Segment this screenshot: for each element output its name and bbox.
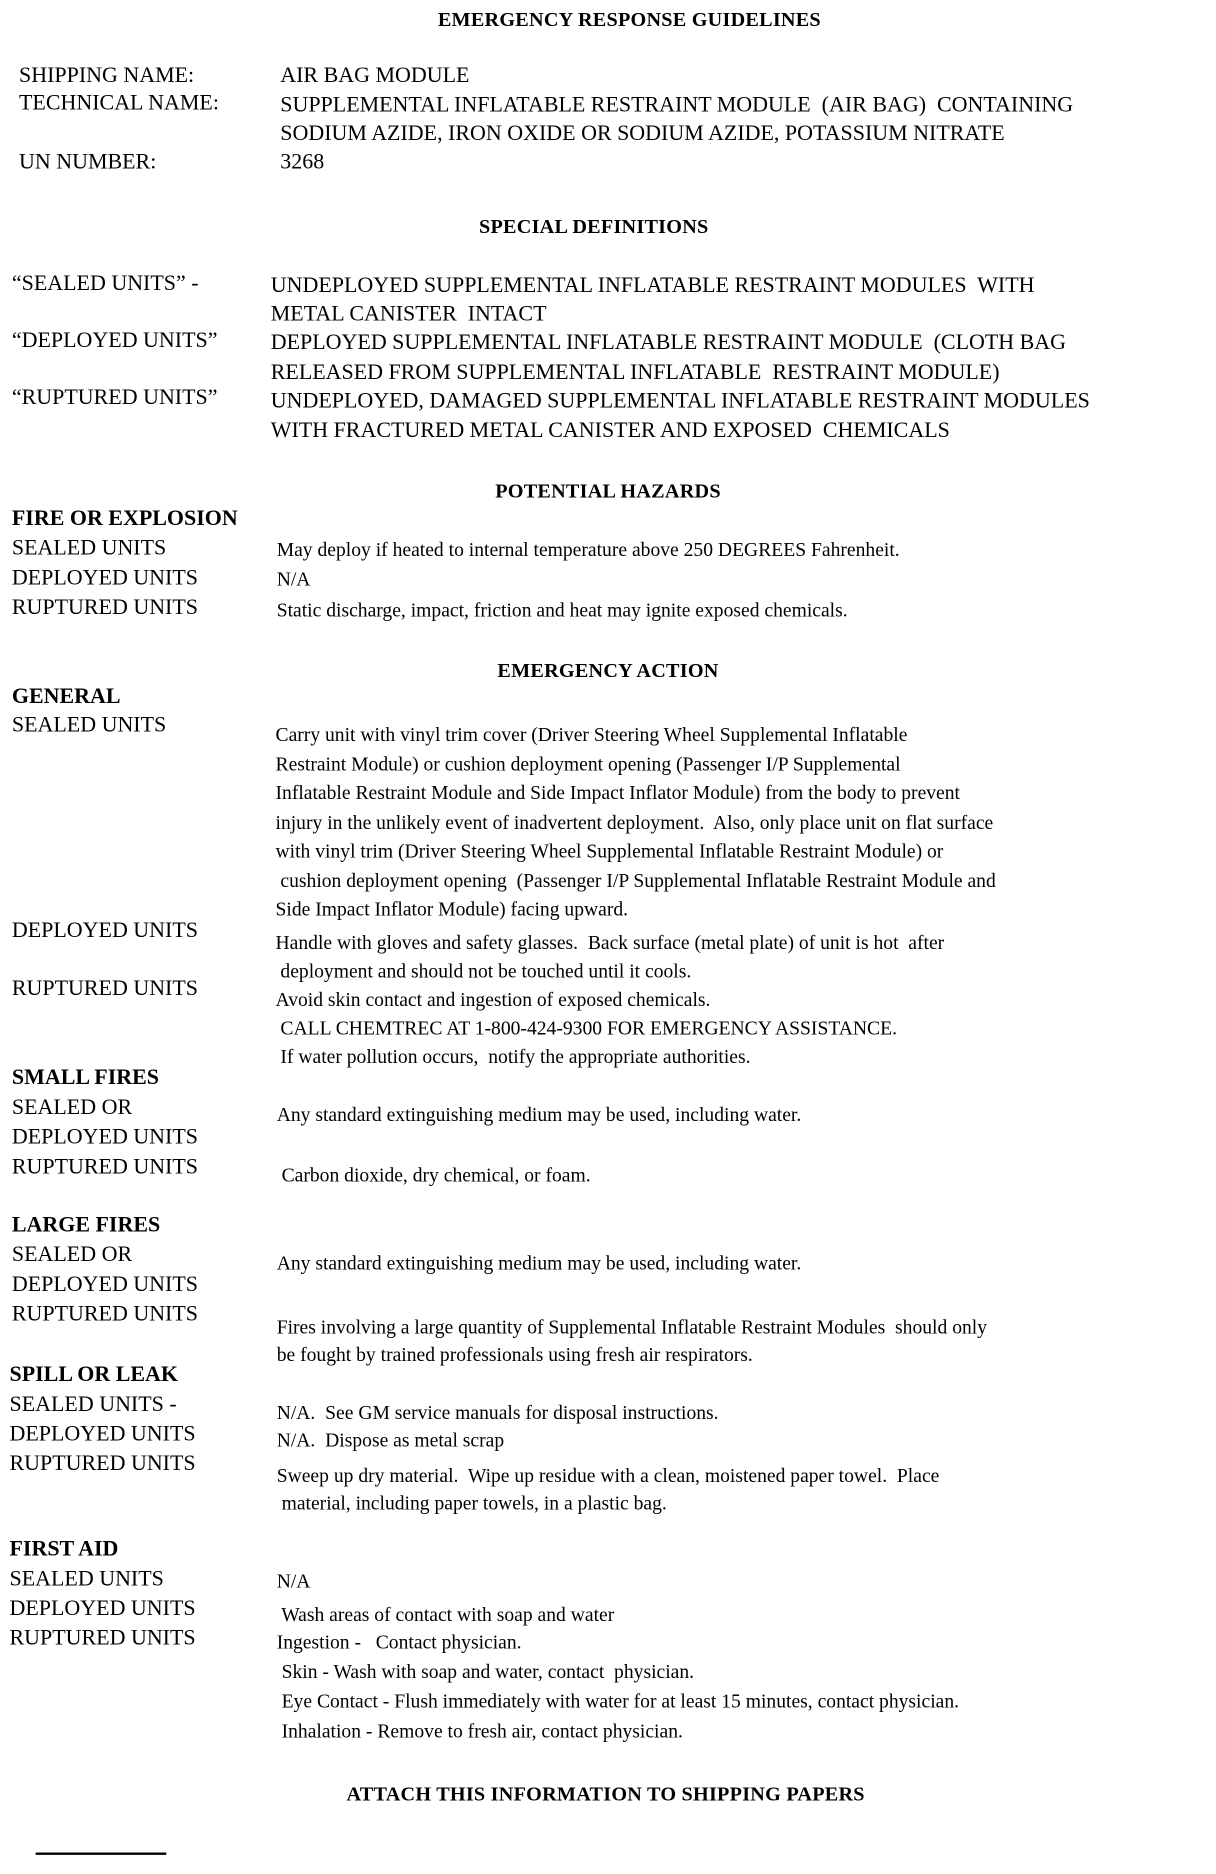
action-label: RUPTURED UNITS xyxy=(11,977,199,1002)
action-text: Wash areas of contact with soap and water xyxy=(276,1603,615,1626)
action-text: N/A. See GM service manuals for disposal instructions. xyxy=(276,1401,719,1424)
action-text-line: Restraint Module) or cushion deployment opening (Passenger I/P Supplemental xyxy=(275,752,901,775)
action-text-line: Fires involving a large quantity of Supplemental Inflatable Restraint Modules should only xyxy=(276,1315,988,1339)
action-text: Carbon dioxide, dry chemical, or foam. xyxy=(276,1163,591,1187)
action-label: DEPLOYED UNITS xyxy=(9,1597,196,1621)
action-text-line: Handle with gloves and safety glasses. Back surface (metal plate) of unit is hot after xyxy=(275,931,945,954)
definition-text: WITH FRACTURED METAL CANISTER AND EXPOSED CHEMICALS xyxy=(270,419,950,443)
general-heading: GENERAL xyxy=(11,685,121,709)
hazard-text: May deploy if heated to internal temperature above 250 DEGREES Fahrenheit. xyxy=(276,537,900,561)
action-label: DEPLOYED UNITS xyxy=(11,1273,198,1297)
action-label: SEALED OR xyxy=(11,1243,133,1268)
action-label: RUPTURED UNITS xyxy=(11,1302,199,1327)
action-label: SEALED UNITS xyxy=(11,713,167,738)
action-text-line: material, including paper towels, in a plastic bag. xyxy=(276,1491,667,1515)
action-label: DEPLOYED UNITS xyxy=(9,1422,196,1447)
action-text-line: Eye Contact - Flush immediately with water for at least 15 minutes, contact physician. xyxy=(276,1689,960,1713)
technical-name-line: SODIUM AZIDE, IRON OXIDE OR SODIUM AZIDE, POTASSIUM NITRATE xyxy=(280,122,1005,147)
footer-rule xyxy=(36,1853,167,1855)
action-text: N/A. Dispose as metal scrap xyxy=(276,1428,505,1452)
definition-text: UNDEPLOYED, DAMAGED SUPPLEMENTAL INFLATABLE RESTRAINT MODULES xyxy=(270,389,1090,414)
action-text-line: Inhalation - Remove to fresh air, contact physician. xyxy=(276,1719,683,1743)
hazard-text: N/A xyxy=(276,567,311,591)
action-text: N/A xyxy=(276,1569,311,1593)
emergency-action-heading: EMERGENCY ACTION xyxy=(497,659,719,682)
un-number-label: UN NUMBER: xyxy=(19,150,157,175)
action-label: RUPTURED UNITS xyxy=(9,1452,196,1477)
action-text-line: Side Impact Inflator Module) facing upward. xyxy=(275,897,629,921)
large-fires-heading: LARGE FIRES xyxy=(11,1213,161,1238)
hazard-label: DEPLOYED UNITS xyxy=(11,566,198,591)
shipping-name-value: AIR BAG MODULE xyxy=(280,64,470,88)
action-text: Any standard extinguishing medium may be used, including water. xyxy=(276,1251,802,1275)
definition-text: UNDEPLOYED SUPPLEMENTAL INFLATABLE RESTRAINT MODULES WITH xyxy=(270,274,1035,299)
hazard-label: RUPTURED UNITS xyxy=(11,596,199,620)
action-text-line: Ingestion - Contact physician. xyxy=(276,1630,522,1653)
action-text-line: Inflatable Restraint Module and Side Impact Inflator Module) from the body to prevent xyxy=(275,781,961,804)
footer-instruction: ATTACH THIS INFORMATION TO SHIPPING PAPERS xyxy=(346,1782,865,1805)
definition-text: METAL CANISTER INTACT xyxy=(270,302,547,327)
definition-term: “SEALED UNITS” - xyxy=(11,271,199,296)
action-label: SEALED UNITS xyxy=(9,1567,164,1592)
spill-or-leak-heading: SPILL OR LEAK xyxy=(9,1363,178,1387)
technical-name-label: TECHNICAL NAME: xyxy=(19,91,219,116)
action-text-line: Avoid skin contact and ingestion of exposed chemicals. xyxy=(275,988,711,1011)
action-text: Any standard extinguishing medium may be used, including water. xyxy=(276,1103,802,1126)
definition-term: “DEPLOYED UNITS” xyxy=(11,328,218,353)
definition-text: RELEASED FROM SUPPLEMENTAL INFLATABLE RESTRAINT MODULE) xyxy=(270,361,1000,385)
action-text-line: injury in the unlikely event of inadvertent deployment. Also, only place unit on flat surface xyxy=(275,810,994,834)
action-text-line: Skin - Wash with soap and water, contact physician. xyxy=(276,1660,695,1683)
action-label: DEPLOYED UNITS xyxy=(11,919,198,943)
action-label: SEALED UNITS - xyxy=(9,1392,177,1417)
small-fires-heading: SMALL FIRES xyxy=(11,1066,159,1091)
hazard-label: SEALED UNITS xyxy=(11,536,167,561)
hazard-text: Static discharge, impact, friction and heat may ignite exposed chemicals. xyxy=(276,598,848,622)
action-text-line: cushion deployment opening (Passenger I/P Supplemental Inflatable Restraint Module and xyxy=(275,868,996,892)
action-label: RUPTURED UNITS xyxy=(9,1626,196,1651)
un-number-value: 3268 xyxy=(280,150,325,175)
action-label: SEALED OR xyxy=(11,1096,133,1120)
action-text-line: with vinyl trim (Driver Steering Wheel Supplemental Inflatable Restraint Module) or xyxy=(275,839,944,863)
shipping-name-label: SHIPPING NAME: xyxy=(19,64,195,88)
action-label: DEPLOYED UNITS xyxy=(11,1125,198,1150)
potential-hazards-heading: POTENTIAL HAZARDS xyxy=(495,479,721,503)
first-aid-heading: FIRST AID xyxy=(9,1537,119,1562)
fire-or-explosion-heading: FIRE OR EXPLOSION xyxy=(11,507,238,531)
action-text-line: Sweep up dry material. Wipe up residue with a clean, moistened paper towel. Place xyxy=(276,1464,940,1487)
action-label: RUPTURED UNITS xyxy=(11,1155,199,1180)
action-text-line: CALL CHEMTREC AT 1-800-424-9300 FOR EMERGENCY ASSISTANCE. xyxy=(275,1016,897,1040)
special-definitions-heading: SPECIAL DEFINITIONS xyxy=(479,214,709,238)
definition-text: DEPLOYED SUPPLEMENTAL INFLATABLE RESTRAINT MODULE (CLOTH BAG xyxy=(270,331,1067,356)
action-text-line: If water pollution occurs, notify the appropriate authorities. xyxy=(275,1045,751,1068)
definition-term: “RUPTURED UNITS” xyxy=(11,385,218,410)
document-title: EMERGENCY RESPONSE GUIDELINES xyxy=(437,8,821,31)
action-text-line: be fought by trained professionals using fresh air respirators. xyxy=(276,1343,753,1366)
action-text-line: deployment and should not be touched until it cools. xyxy=(275,959,692,983)
action-text-line: Carry unit with vinyl trim cover (Driver Steering Wheel Supplemental Inflatable xyxy=(275,723,908,746)
technical-name-line: SUPPLEMENTAL INFLATABLE RESTRAINT MODULE (AIR BAG) CONTAINING xyxy=(280,93,1074,118)
